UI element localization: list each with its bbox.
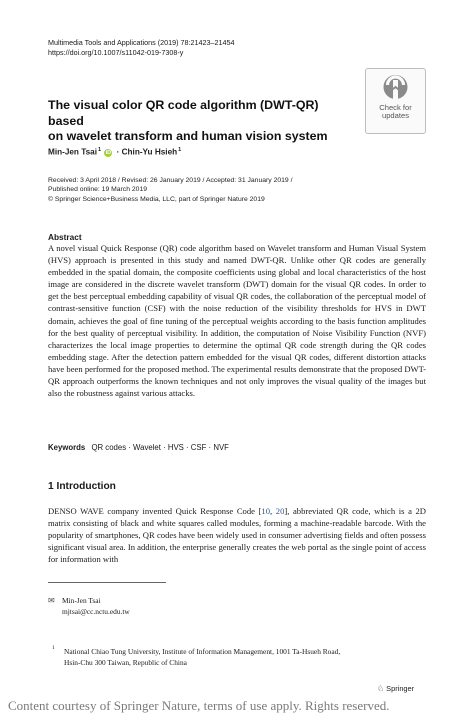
keywords-row <box>48 443 229 452</box>
affiliation-line-2: Hsin-Chu 300 Taiwan, Republic of China <box>64 657 187 667</box>
publication-dates <box>48 176 292 204</box>
abstract-text: A novel visual Quick Response (QR) code algorithm based on Wavelet transform and Human Visual System (HVS) approach is presented in this study and named DWT-QR. Unlike other QR codes are generally embedded in the spatial domain, the composite coefficients using global and local characteristics of the host image are considered in the discrete wavelet transform (DWT) domain for the visual QR codes. In order to get the best perceptual embedding capability of visual QR codes, the collaboration of the perceptual model of contrast-sensitive function (CSF) with the noise reduction of the visibility thresholds for HVS in DWT domain, achieves the goal of fine tuning of the perceptual weights according to the basis function amplitudes for the best quality of perceptual visibility. In addition, the computation of Noise Visibility Function (NVF) characterizes the local image properties to determine the optimal QR code strength during the QR codes embedding stage. After the detection pattern embedded for the visual QR codes, different distortion attacks have been performed for the proposed method. The experimental results demonstrate that the proposed DWT-QR approach outperforms the known techniques and not only improves the visual quality of the images but also the robustness against various attacks. <box>48 243 426 399</box>
check-for-updates-badge[interactable] <box>365 68 426 134</box>
affiliation-line-1: National Chiao Tung University, Institute of Information Management, 1001 Ta-Hsueh Road, <box>64 647 341 656</box>
author-list <box>48 147 181 157</box>
citation-separator: , <box>270 506 276 516</box>
journal-citation: Multimedia Tools and Applications (2019) 78:21423–21454 <box>48 38 235 47</box>
author-1-affiliation-sup: 1 <box>97 147 102 153</box>
orcid-icon[interactable]: iD <box>105 149 112 156</box>
corresponding-author-name: Min-Jen Tsai <box>62 596 101 605</box>
keywords-list: QR codes · Wavelet · HVS · CSF · NVF <box>91 443 229 452</box>
paper-title-line-1: The visual color QR code algorithm (DWT-QR) based <box>48 98 319 128</box>
author-1-name[interactable]: Min-Jen Tsai <box>48 147 97 157</box>
affiliation <box>64 647 424 668</box>
check-for-updates-icon <box>366 71 425 107</box>
journal-doi[interactable]: https://doi.org/10.1007/s11042-019-7308-y <box>48 47 184 57</box>
citation-link-20[interactable]: 20 <box>275 506 285 516</box>
citation-link-10[interactable]: 10 <box>261 506 271 516</box>
introduction-paragraph <box>48 505 426 565</box>
corresponding-author <box>48 596 130 617</box>
intro-text-part-1: DENSO WAVE company invented Quick Response Code [ <box>48 506 262 516</box>
badge-line-1: Check for <box>379 103 412 112</box>
springer-name: Springer <box>386 684 415 693</box>
paper-title-line-2: on wavelet transform and human vision system <box>48 129 328 143</box>
corresponding-author-email[interactable]: mjtsai@cc.nctu.edu.tw <box>62 606 130 616</box>
envelope-icon: ✉ <box>48 596 55 605</box>
paper-title <box>48 98 353 145</box>
copyright-line: © Springer Science+Business Media, LLC, part of Springer Nature 2019 <box>48 195 265 203</box>
author-2-affiliation-sup: 1 <box>178 147 182 153</box>
dates-line-2: Published online: 19 March 2019 <box>48 186 147 194</box>
dates-line-1: Received: 3 April 2018 / Revised: 26 January 2019 / Accepted: 31 January 2019 / <box>48 177 293 184</box>
journal-header <box>48 38 234 57</box>
badge-line-2: updates <box>381 111 410 120</box>
check-for-updates-label <box>366 104 425 120</box>
springer-horse-icon: ♘ <box>377 684 385 693</box>
springer-logo <box>377 684 414 693</box>
content-courtesy-footer: Content courtesy of Springer Nature, terms of use apply. Rights reserved. <box>8 698 390 713</box>
section-heading-introduction: 1 Introduction <box>48 481 116 492</box>
author-separator: · <box>116 147 120 157</box>
keywords-label: Keywords <box>48 443 86 452</box>
affiliation-sup: 1 <box>52 645 55 651</box>
intro-text-part-2: ], abbreviated QR code, which is a 2D matrix consisting of black and white squares called modules, forming a machine-readable barcode. With the popularity of smartphones, QR codes have been widely used in consumer advertising fields and often possess significant visual area. In addition, the enterprise generally creates the web portal as the single point of access for information with <box>48 506 426 565</box>
abstract-heading: Abstract <box>48 232 82 242</box>
footnote-divider <box>48 582 166 583</box>
author-2-name[interactable]: Chin-Yu Hsieh <box>121 147 178 157</box>
